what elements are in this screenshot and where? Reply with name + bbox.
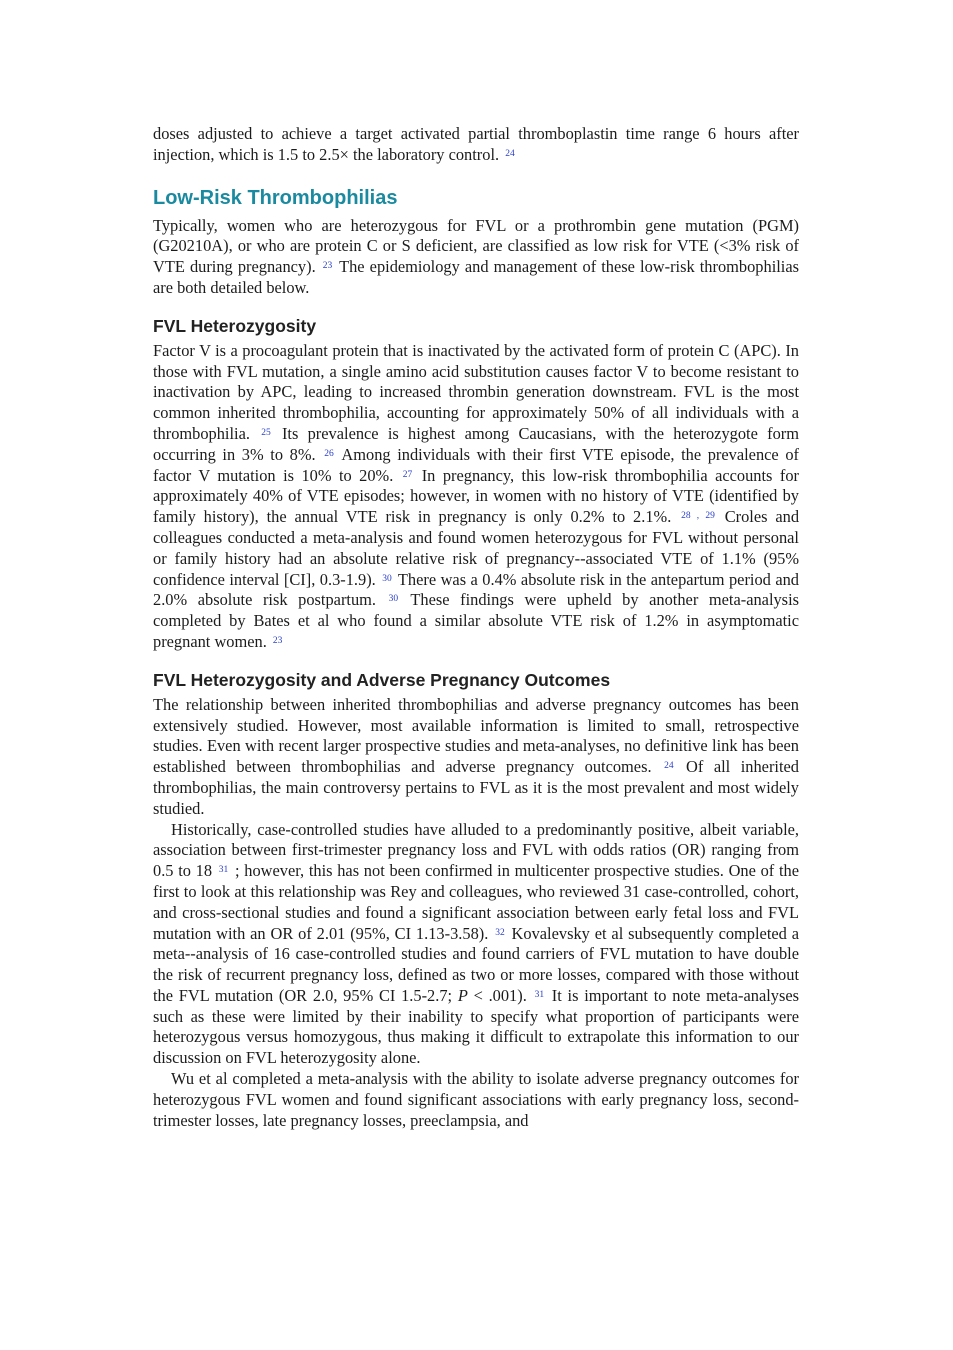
text-run: There was a 0.4% absolute risk in the antepartum period and 2.0% absolute risk postpartum. [153,569,799,610]
text-run: The epidemiology and management of these low-risk thrombophilias are both detailed below. [153,257,800,297]
text-run: These findings were upheld by another meta-analysis completed by Bates et al who found a similar absolute VTE risk of 1.2% in asymptomatic pregnant women. [153,590,799,651]
fvl-heterozygosity-paragraph [153,341,799,653]
text-run: Factor V is a procoagulant protein that is inactivated by the activated form of protein C (APC). In those with FVL mutation, a single amino acid substitution causes factor V to become resistant to inactivation by APC, leading to increased thrombin generation downstream. FVL is the most common inherited thrombophilia, accounting for approximately 50% of all individuals with a thrombophilia. [153,340,799,443]
text-run: < .001). [467,985,533,1005]
citation-link[interactable]: 31 [218,865,229,876]
intro-paragraph [153,124,799,166]
low-risk-paragraph [153,216,799,299]
subsection-heading-fvl-outcomes: FVL Heterozygosity and Adverse Pregnancy Outcomes [153,669,611,690]
article-page [153,124,799,1131]
text-run: Historically, case-controlled studies have alluded to a predominantly positive, albeit variable, association between first-trimester pregnancy loss and FVL with odds ratios (OR) ranging from 0.5 to 18 [153,819,799,881]
section-heading-low-risk: Low-Risk Thrombophilias [153,186,398,209]
text-run: Croles and colleagues conducted a meta-analysis and found women heterozygous for FVL without personal or family history had an absolute relative risk of pregnancy--associated VTE of 1.1% (95% confidence interval [CI], 0.3-1.9). [153,507,800,589]
text-run: Its prevalence is highest among Caucasians, with the heterozygote form occurring in 3% to 8%. [153,423,799,464]
citation-link[interactable]: 24 [505,148,515,159]
text-run: doses adjusted to achieve a target activated partial thromboplastin time range 6 hours after injection, which is 1.5 to 2.5× the laboratory control. [153,124,799,164]
citation-link[interactable]: 24 [664,761,674,772]
citation-link[interactable]: 26 [324,448,334,459]
citation-link[interactable]: 30 [388,594,399,605]
citation-link[interactable]: 28 , 29 [681,511,715,522]
text-run: Of all inherited thrombophilias, the main controversy pertains to FVL as it is the most prevalent and most widely studied. [153,757,799,818]
text-run: It is important to note meta-analyses such as these were limited by their inability to specify what proportion of participants were heterozygous versus homozygous, thus making it difficult to extrapolate this information to our discussion on FVL heterozygosity alone. [153,985,799,1068]
text-run: ; however, this has not been confirmed in multicenter prospective studies. One of the first to look at this relationship was Rey and colleagues, who reviewed 31 case-controlled, cohort, and cross-sectional studies and found a significant association between early fetal loss and FVL mutation with an OR of 2.01 (95%, CI 1.13-3.58). [153,861,800,943]
citation-link[interactable]: 23 [322,261,333,272]
citation-link[interactable]: 31 [534,989,545,1000]
text-run: Wu et al completed a meta-analysis with the ability to isolate adverse pregnancy outcomes for heterozygous FVL women and found significant associations with early pregnancy loss, second-trimester losses, late pregnancy losses, preeclampsia, and [153,1069,799,1130]
text-run: In pregnancy, this low-risk thrombophilia accounts for approximately 40% of VTE episodes; however, in women with no history of VTE (identified by family history), the annual VTE risk in pregnancy is only 0.2% to 2.1%. [153,465,799,527]
fvl-outcomes-paragraph-1 [153,695,799,820]
text-run: Among individuals with their first VTE episode, the prevalence of factor V mutation is 10% to 20%. [153,444,799,485]
fvl-outcomes-paragraph-2 [153,820,799,1070]
citation-link[interactable]: 30 [382,573,392,584]
text-run: Kovalevsky et al subsequently completed a meta--analysis of 16 case-controlled studies and found carriers of FVL mutation to have double the risk of recurrent pregnancy loss, defined as two or more losses, compared with those without the FVL mutation (OR 2.0, 95% CI 1.5-2.7; [153,923,799,1005]
citation-link[interactable]: 32 [495,927,505,938]
text-run: Typically, women who are heterozygous for FVL or a prothrombin gene mutation (PGM) (G20210A), or who are protein C or S deficient, are classified as low risk for VTE (<3% risk of VTE during pregnancy). [153,215,799,277]
citation-link[interactable]: 27 [402,469,413,480]
fvl-outcomes-paragraph-3 [153,1069,799,1131]
subsection-heading-fvl-heterozygosity: FVL Heterozygosity [153,315,317,336]
citation-link[interactable]: 23 [272,635,283,646]
italic-text: P [457,985,468,1005]
text-run: The relationship between inherited thrombophilias and adverse pregnancy outcomes has been extensively studied. However, most available information is limited to small, retrospective studies. Even with recent larger prospective studies and meta-analyses, no definitive link has been established between thrombophilias and adverse pregnancy outcomes. [153,694,799,777]
citation-link[interactable]: 25 [261,427,271,438]
